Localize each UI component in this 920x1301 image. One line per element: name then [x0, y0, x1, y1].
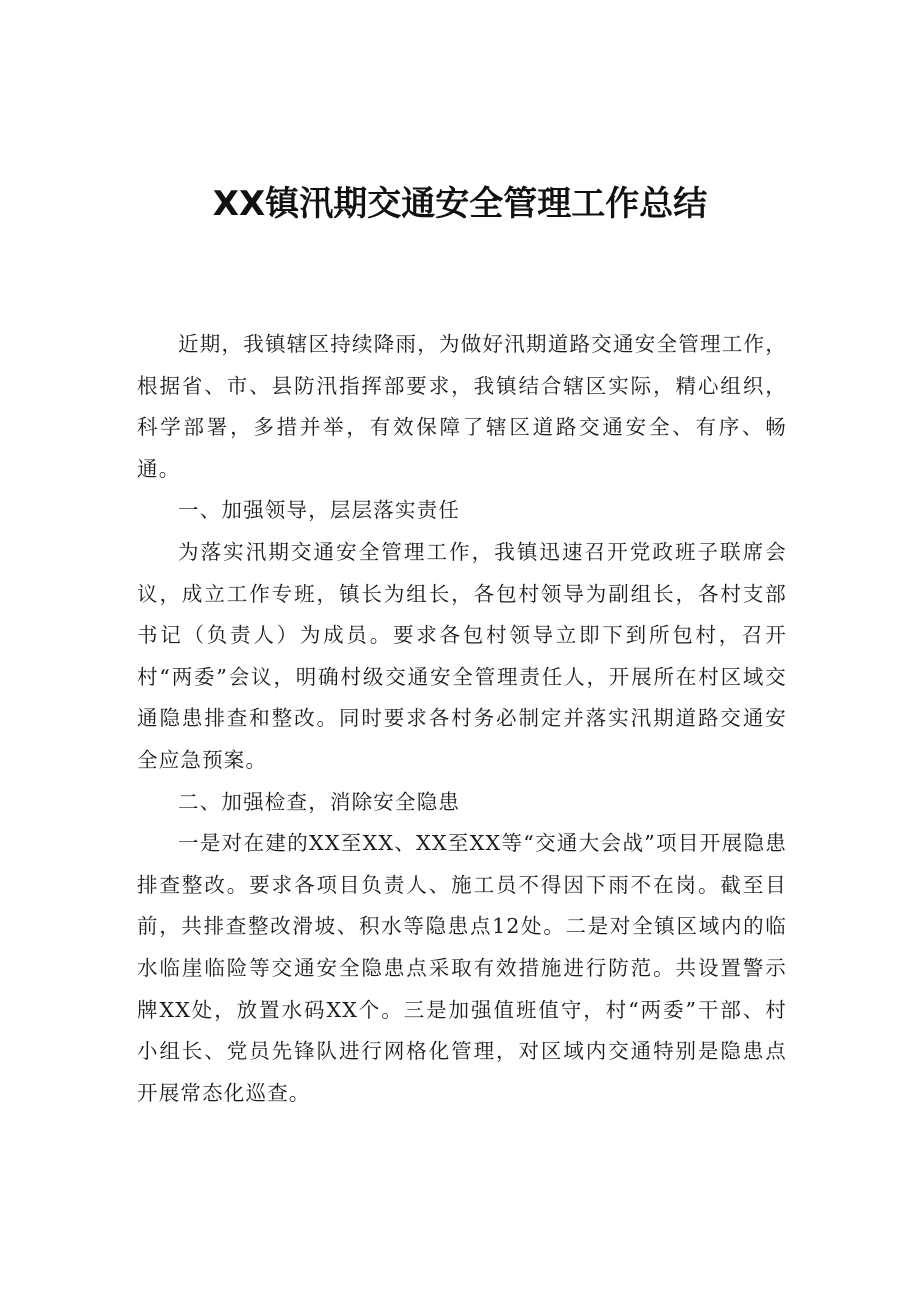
- section-heading-1: 一、加强领导，层层落实责任: [178, 498, 461, 523]
- document-body: [137, 324, 787, 1114]
- intro-paragraph: 近期，我镇辖区持续降雨，为做好汛期道路交通安全管理工作，根据省、市、县防汛指挥部要求，我镇结合辖区实际，精心组织，科学部署，多措并举，有效保障了辖区道路交通安全、有序、畅通。: [137, 332, 787, 481]
- section-heading-2: 二、加强检查，消除安全隐患: [178, 789, 461, 814]
- section-1-paragraph: 为落实汛期交通安全管理工作，我镇迅速召开党政班子联席会议，成立工作专班，镇长为组长，各包村领导为副组长，各村支部书记（负责人）为成员。要求各包村领导立即下到所包村，召开村“两委”会议，明确村级交通安全管理责任人，开展所在村区域交通隐患排查和整改。同时要求各村务必制定并落实汛期道路交通安全应急预案。: [137, 539, 787, 772]
- document-title: XX镇汛期交通安全管理工作总结: [212, 184, 708, 224]
- section-2-paragraph: 一是对在建的XX至XX、XX至XX等“交通大会战”项目开展隐患排查整改。要求各项目负责人、施工员不得因下雨不在岗。截至目前，共排查整改滑坡、积水等隐患点12处。二是对全镇区域内的临水临崖临险等交通安全隐患点采取有效措施进行防范。共设置警示牌XX处，放置水码XX个。三是加强值班值守，村“两委”干部、村小组长、党员先锋队进行网格化管理，对区域内交通特别是隐患点开展常态化巡查。: [137, 831, 787, 1105]
